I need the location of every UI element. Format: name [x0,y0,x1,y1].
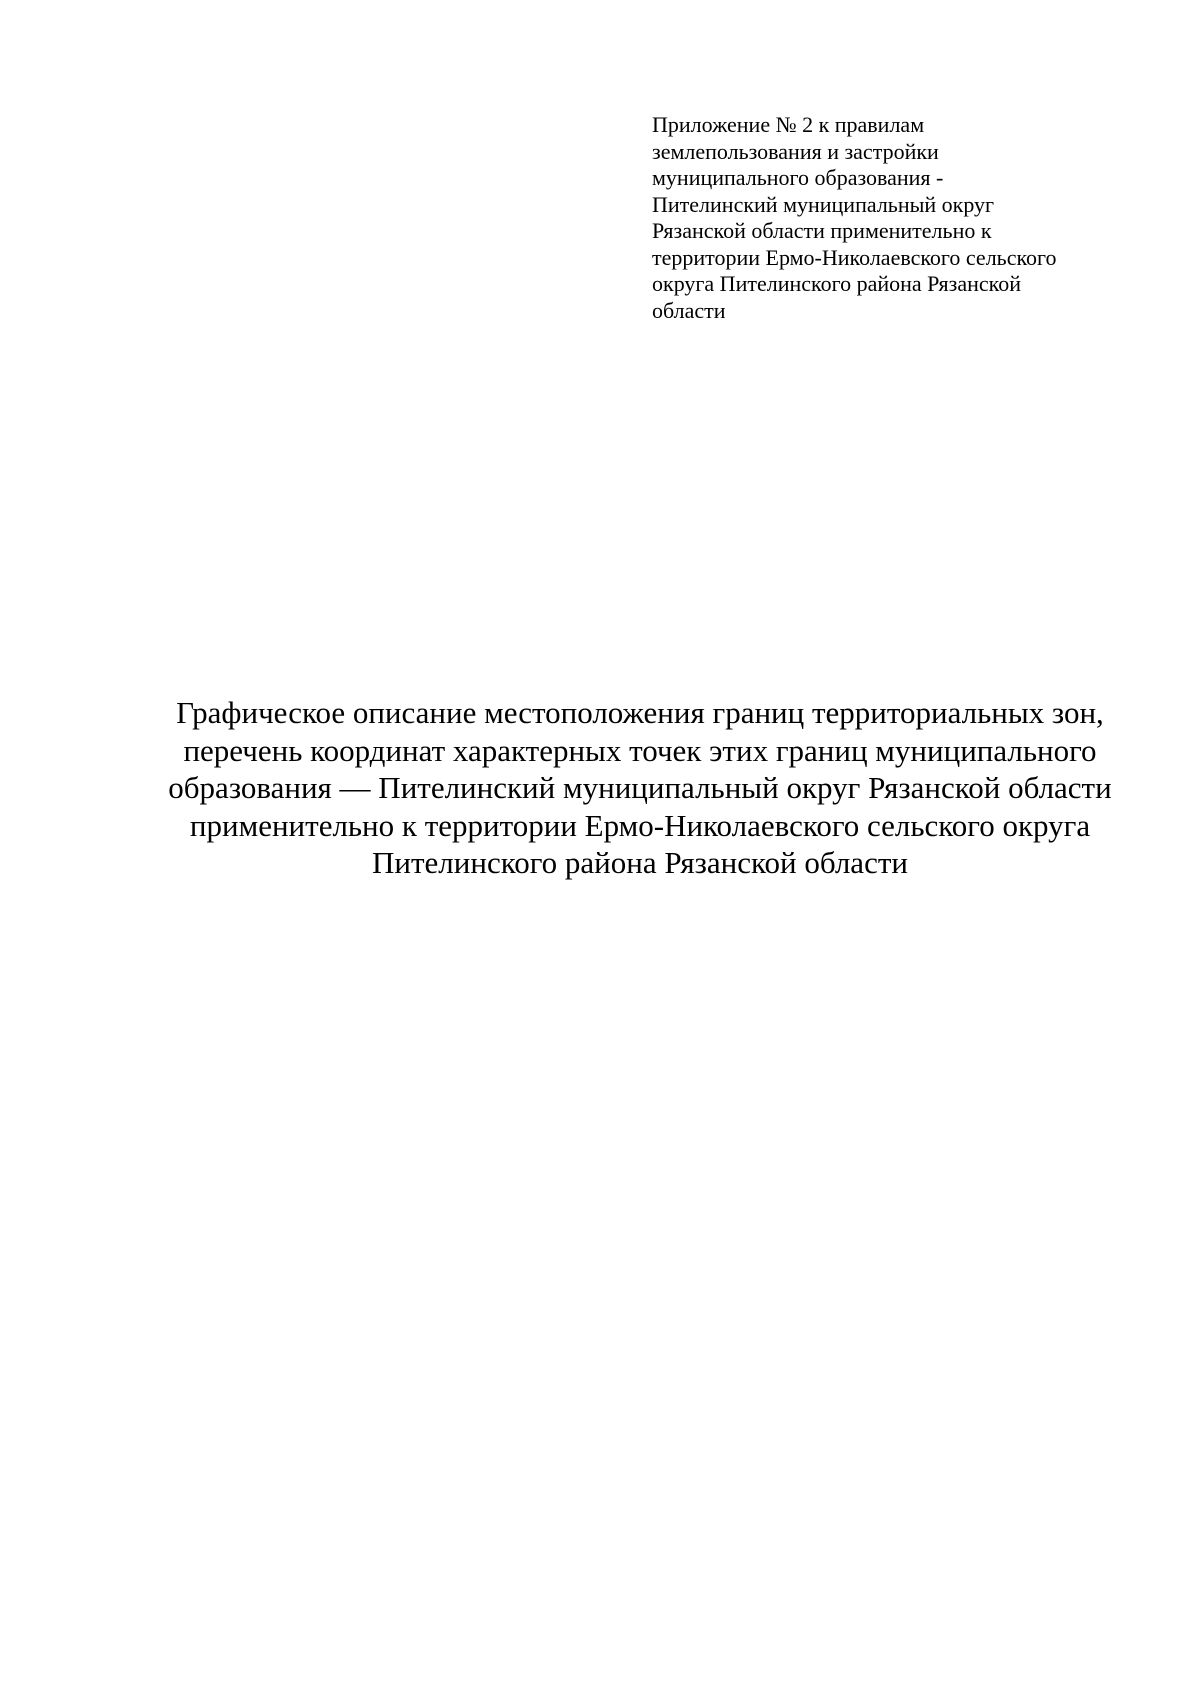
document-title-line: образования — Пителинский муниципальный округ Рязанской области [168,770,1112,805]
appendix-note-line: области [652,297,726,323]
appendix-note-line: Пителинский муниципальный округ [652,191,995,217]
document-title-line: Пителинского района Рязанской области [372,845,908,880]
appendix-note [652,112,1122,324]
appendix-note-line: Рязанской области применительно к [652,218,992,243]
appendix-note-line: Приложение № 2 к правилам [652,112,925,137]
appendix-note-line: землепользования и застройки [652,138,939,164]
document-title-line: применительно к территории Ермо-Николаевского сельского округа [189,807,1091,843]
document-title-line: перечень координат характерных точек этих границ муниципального [183,732,1097,768]
appendix-note-line: округа Пителинского района Рязанской [652,271,1021,296]
document-title [110,694,1170,882]
appendix-note-line: муниципального образования - [652,165,944,190]
document-title-line: Графическое описание местоположения границ территориальных зон, [176,695,1104,730]
appendix-note-line: территории Ермо-Николаевского сельского [652,244,1057,270]
